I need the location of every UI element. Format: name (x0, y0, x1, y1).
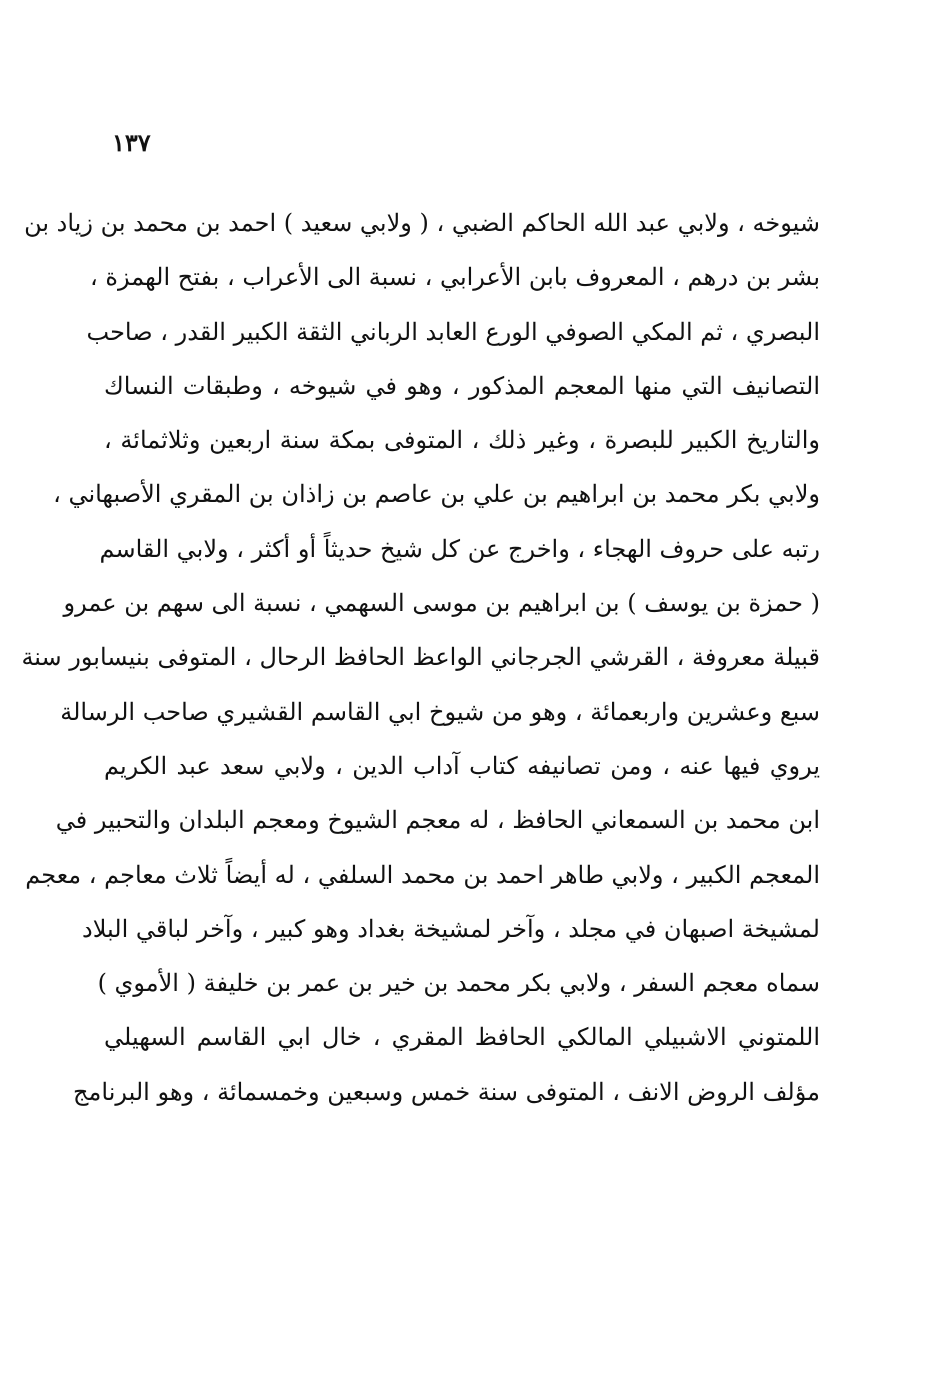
text-line: البصري ، ثم المكي الصوفي الورع العابد الرباني الثقة الكبير القدر ، صاحب (86, 317, 820, 346)
text-line: التصانيف التي منها المعجم المذكور ، وهو في شيوخه ، وطبقات النساك (104, 371, 820, 400)
text-line: ابن محمد بن السمعاني الحافظ ، له معجم الشيوخ ومعجم البلدان والتحبير في (55, 806, 820, 835)
text-line: سبع وعشرين واربعمائة ، وهو من شيوخ ابي القاسم القشيري صاحب الرسالة (60, 697, 820, 726)
text-line: المعجم الكبير ، ولابي طاهر احمد بن محمد السلفي ، له أيضاً ثلاث معاجم ، معجم (25, 860, 820, 889)
text-line: مؤلف الروض الانف ، المتوفى سنة خمس وسبعين وخمسمائة ، وهو البرنامج (73, 1077, 820, 1106)
text-line: شيوخه ، ولابي عبد الله الحاكم الضبي ، ( ولابي سعيد ) احمد بن محمد بن زياد بن (24, 209, 820, 237)
text-line: ولابي بكر محمد بن ابراهيم بن علي بن عاصم بن زاذان بن المقري الأصبهاني ، (53, 480, 820, 509)
text-line: يروي فيها عنه ، ومن تصانيفه كتاب آداب الدين ، ولابي سعد عبد الكريم (104, 751, 821, 780)
text-line: اللمتوني الاشبيلي المالكي الحافظ المقري ، خال ابي القاسم السهيلي (104, 1023, 821, 1052)
text-line: لمشيخة اصبهان في مجلد ، وآخر لمشيخة بغداد وهو كبير ، وآخر لباقي البلاد (82, 914, 820, 943)
text-line: ( حمزة بن يوسف ) بن ابراهيم بن موسى السهمي ، نسبة الى سهم بن عمرو (63, 589, 820, 618)
text-line: سماه معجم السفر ، ولابي بكر محمد بن خير بن عمر بن خليفة ( الأموي ) (97, 969, 820, 998)
page-number: ١٣٧ (112, 128, 151, 157)
text-line: بشر بن درهم ، المعروف بابن الأعرابي ، نسبة الى الأعراب ، بفتح الهمزة ، (90, 263, 820, 292)
text-line: والتاريخ الكبير للبصرة ، وغير ذلك ، المتوفى بمكة سنة اربعين وثلاثمائة ، (104, 426, 820, 455)
body-text (21, 196, 821, 1119)
text-line: قبيلة معروفة ، القرشي الجرجاني الواعظ الحافظ الرحال ، المتوفى بنيسابور سنة (21, 643, 820, 672)
text-line: رتبه على حروف الهجاء ، واخرج عن كل شيخ حديثاً أو أكثر ، ولابي القاسم (99, 534, 820, 563)
